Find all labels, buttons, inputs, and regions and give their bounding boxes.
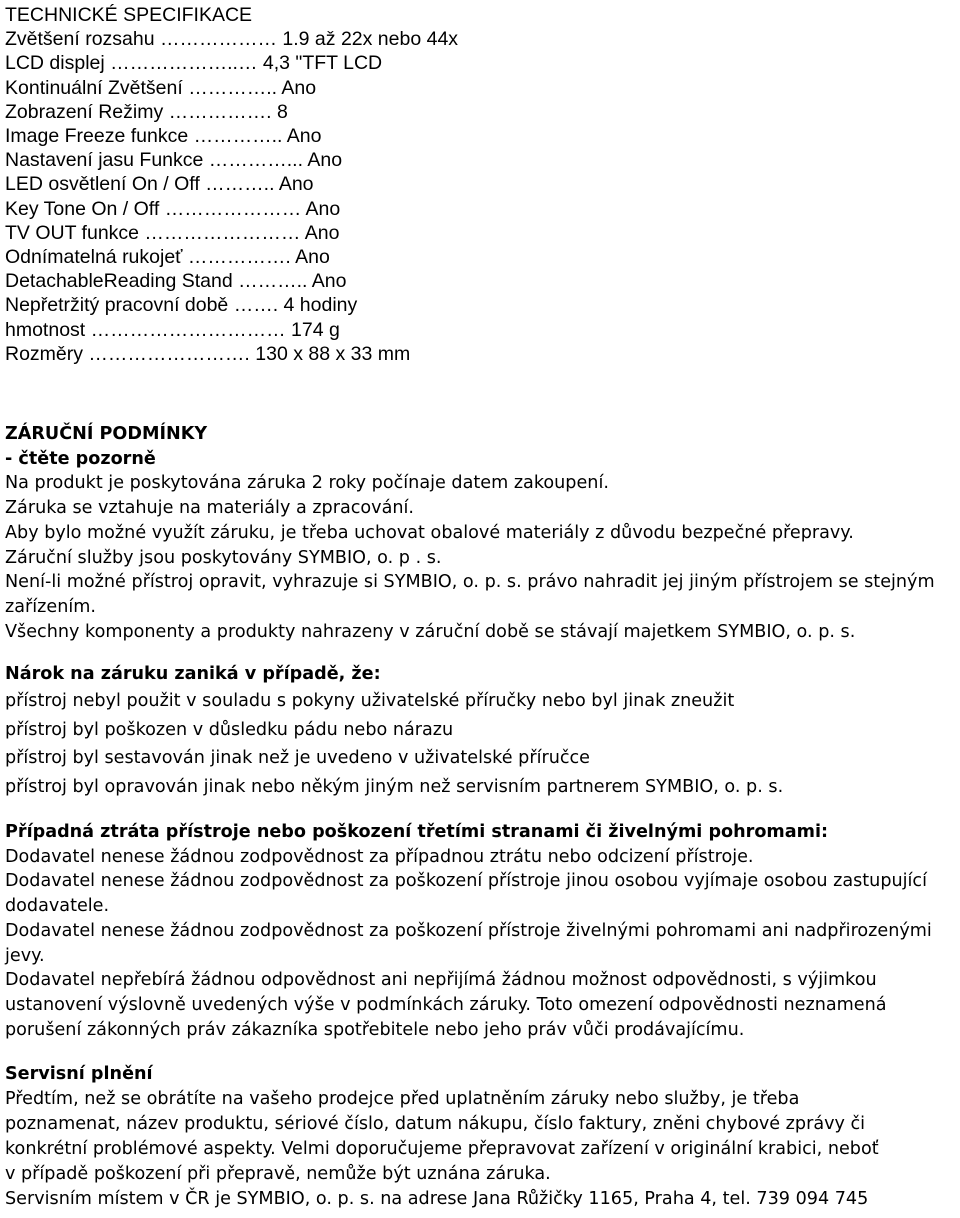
spec-line: Key Tone On / Off ………………… Ano <box>5 197 341 220</box>
warranty-void-item: přístroj byl poškozen v důsledku pádu nebo nárazu <box>5 719 454 740</box>
liability-section <box>5 820 955 1042</box>
specs-title: TECHNICKÉ SPECIFIKACE <box>5 4 253 26</box>
warranty-void-section <box>5 662 955 801</box>
warranty-paragraph: Aby bylo možné využít záruku, je třeba uchovat obalové materiály z důvodu bezpečné přepravy. <box>5 522 854 543</box>
service-line: Předtím, než se obrátíte na vašeho prodejce před uplatněním záruky nebo služby, je třeba <box>5 1089 800 1110</box>
warranty-void-title: Nárok na záruku zaniká v případě, že: <box>5 664 381 685</box>
service-line: v případě poškození při přepravě, nemůže být uznána záruka. <box>5 1164 551 1185</box>
warranty-paragraph: Není-li možné přístroj opravit, vyhrazuje si SYMBIO, o. p. s. právo nahradit jej jiným přístrojem se stejným zařízením. <box>5 572 935 617</box>
warranty-subtitle: - čtěte pozorně <box>5 448 156 469</box>
liability-title: Případná ztráta přístroje nebo poškození třetími stranami či živelnými pohromami: <box>5 822 829 843</box>
spec-line: Nastavení jasu Funkce …………... Ano <box>5 149 343 172</box>
technical-specifications <box>5 3 955 366</box>
spec-line: LCD displej ………………..… 4,3 "TFT LCD <box>5 52 383 75</box>
warranty-paragraph: Záruka se vztahuje na materiály a zpracování. <box>5 498 415 519</box>
spec-line: Nepřetržitý pracovní době ……. 4 hodiny <box>5 294 358 317</box>
service-line: poznamenat, název produktu, sériové číslo, datum nákupu, číslo faktury, zněni chybové zprávy či <box>5 1114 866 1135</box>
service-section <box>5 1062 955 1212</box>
warranty-paragraph: Na produkt je poskytována záruka 2 roky počínaje datem zakoupení. <box>5 473 609 494</box>
service-title: Servisní plnění <box>5 1064 153 1085</box>
liability-paragraph: Dodavatel nepřebírá žádnou odpovědnost ani nepřijímá žádnou možnost odpovědnosti, s výjimkou ustanovení výslovně uvedených výše v podmínkách záruky. Toto omezení odpovědnosti neznamená porušení zákonných práv zákazníka spotřebitele nebo jeho práv vůči prodávajícímu. <box>5 970 887 1040</box>
spec-line: Zobrazení Režimy ……………. 8 <box>5 100 288 123</box>
spec-line: TV OUT funkce …………………… Ano <box>5 221 340 244</box>
spec-line: Odnímatelná rukojeť ……………. Ano <box>5 246 330 269</box>
warranty-void-item: přístroj byl sestavován jinak než je uvedeno v uživatelské příručce <box>5 748 591 769</box>
warranty-title: ZÁRUČNÍ PODMÍNKY <box>5 424 208 445</box>
warranty-void-item: přístroj nebyl použit v souladu s pokyny uživatelské příručky nebo byl jinak zneužit <box>5 691 735 712</box>
service-line: konkrétní problémové aspekty. Velmi doporučujeme přepravovat zařízení v originální krabici, neboť <box>5 1139 879 1160</box>
spec-line: Image Freeze funkce ………….. Ano <box>5 125 322 148</box>
document-page <box>5 3 955 1212</box>
service-contact-line: Servisním místem v ČR je SYMBIO, o. p. s. na adrese Jana Růžičky 1165, Praha 4, tel. 739 094 745 <box>5 1189 869 1210</box>
warranty-void-item: přístroj byl opravován jinak nebo někým jiným než servisním partnerem SYMBIO, o. p. s. <box>5 776 784 797</box>
liability-paragraph: Dodavatel nenese žádnou zodpovědnost za poškození přístroje živelnými pohromami ani nadpřirozenými jevy. <box>5 920 932 966</box>
spec-line: Zvětšení rozsahu ……………… 1.9 až 22x nebo 44x <box>5 28 459 51</box>
warranty-conditions <box>5 422 955 1212</box>
spec-line: Kontinuální Zvětšení ………….. Ano <box>5 76 317 99</box>
spec-line: Rozměry ……………………. 130 x 88 x 33 mm <box>5 342 411 365</box>
warranty-paragraph: Záruční služby jsou poskytovány SYMBIO, o. p . s. <box>5 547 442 568</box>
liability-paragraph: Dodavatel nenese žádnou zodpovědnost za případnou ztrátu nebo odcizení přístroje. <box>5 846 754 867</box>
spec-line: DetachableReading Stand ……….. Ano <box>5 270 347 293</box>
spec-line: LED osvětlení On / Off ……….. Ano <box>5 173 314 196</box>
warranty-paragraph: Všechny komponenty a produkty nahrazeny v záruční době se stávají majetkem SYMBIO, o. p. s. <box>5 621 856 642</box>
liability-paragraph: Dodavatel nenese žádnou zodpovědnost za poškození přístroje jinou osobou vyjímaje osobou zastupující dodavatele. <box>5 871 927 917</box>
spec-line: hmotnost ………………………… 174 g <box>5 318 340 341</box>
